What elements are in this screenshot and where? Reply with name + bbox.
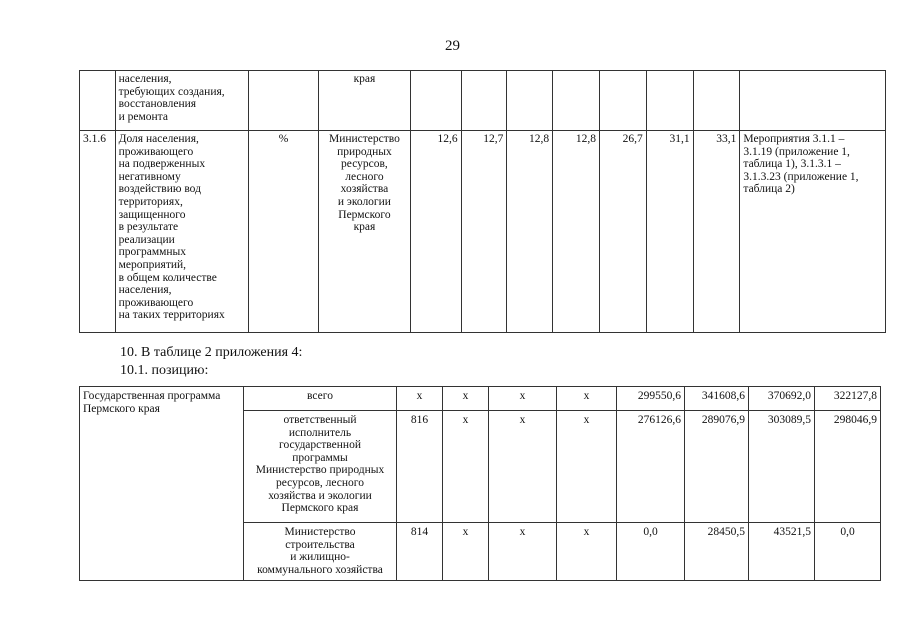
ministry-cell: Министерство природных ресурсов, лесного хозяйства и экологии Пермского края xyxy=(319,131,411,333)
table-row xyxy=(80,71,886,131)
value-cell: 276126,6 xyxy=(617,411,685,523)
page-number: 29 xyxy=(445,38,460,54)
unit-cell xyxy=(248,71,318,131)
value-cell: 0,0 xyxy=(617,523,685,581)
indicators-table xyxy=(79,70,886,333)
value-cell: 303089,5 xyxy=(749,411,815,523)
value-cell: х xyxy=(557,411,617,523)
value-cell: 43521,5 xyxy=(749,523,815,581)
code-cell: 816 xyxy=(397,411,443,523)
value-cell: х xyxy=(557,523,617,581)
notes-cell: Мероприятия 3.1.1 – 3.1.19 (приложение 1, таблица 1), 3.1.3.1 – 3.1.3.23 (приложение 1, таблица 2) xyxy=(740,131,886,333)
table-row xyxy=(80,131,886,333)
value-cell: 33,1 xyxy=(693,131,740,333)
value-cell: 12,6 xyxy=(410,131,461,333)
value-cell xyxy=(507,71,553,131)
value-cell: 12,7 xyxy=(461,131,507,333)
executor-cell: ответственный исполнитель государственной программы Министерство природных ресурсов, лесного хозяйства и экологии Пермского края xyxy=(244,411,397,523)
funding-table xyxy=(79,386,881,581)
value-cell: х xyxy=(443,411,489,523)
indicator-cell: Доля населения, проживающего на подверженных негативному воздействию вод территориях, защищенного в результате реализации программных мероприятий, в общем количестве населения, проживающего на таких территориях xyxy=(115,131,248,333)
indicator-cell: населения, требующих создания, восстановления и ремонта xyxy=(115,71,248,131)
code-cell: х xyxy=(397,387,443,411)
value-cell: х xyxy=(489,411,557,523)
value-cell xyxy=(646,71,693,131)
value-cell: 289076,9 xyxy=(685,411,749,523)
value-cell: 322127,8 xyxy=(815,387,881,411)
value-cell: 12,8 xyxy=(553,131,600,333)
value-cell: 298046,9 xyxy=(815,411,881,523)
value-cell: х xyxy=(489,387,557,411)
value-cell xyxy=(410,71,461,131)
value-cell: 341608,6 xyxy=(685,387,749,411)
program-cell: Государственная программа Пермского края xyxy=(80,387,244,581)
code-cell: 814 xyxy=(397,523,443,581)
table-row xyxy=(80,387,881,411)
value-cell: х xyxy=(489,523,557,581)
code-cell: 3.1.6 xyxy=(80,131,116,333)
value-cell: 0,0 xyxy=(815,523,881,581)
executor-cell: Министерство строительства и жилищно- коммунального хозяйства xyxy=(244,523,397,581)
code-cell xyxy=(80,71,116,131)
ministry-cell: края xyxy=(319,71,411,131)
value-cell: х xyxy=(557,387,617,411)
unit-cell: % xyxy=(248,131,318,333)
value-cell xyxy=(599,71,646,131)
value-cell: 31,1 xyxy=(646,131,693,333)
value-cell: 28450,5 xyxy=(685,523,749,581)
notes-cell xyxy=(740,71,886,131)
value-cell: 12,8 xyxy=(507,131,553,333)
value-cell xyxy=(461,71,507,131)
paragraph: 10. В таблице 2 приложения 4: xyxy=(120,345,303,360)
value-cell: 299550,6 xyxy=(617,387,685,411)
value-cell: х xyxy=(443,387,489,411)
value-cell: х xyxy=(443,523,489,581)
value-cell: 26,7 xyxy=(599,131,646,333)
executor-cell: всего xyxy=(244,387,397,411)
value-cell xyxy=(693,71,740,131)
value-cell xyxy=(553,71,600,131)
value-cell: 370692,0 xyxy=(749,387,815,411)
paragraph: 10.1. позицию: xyxy=(120,363,209,378)
